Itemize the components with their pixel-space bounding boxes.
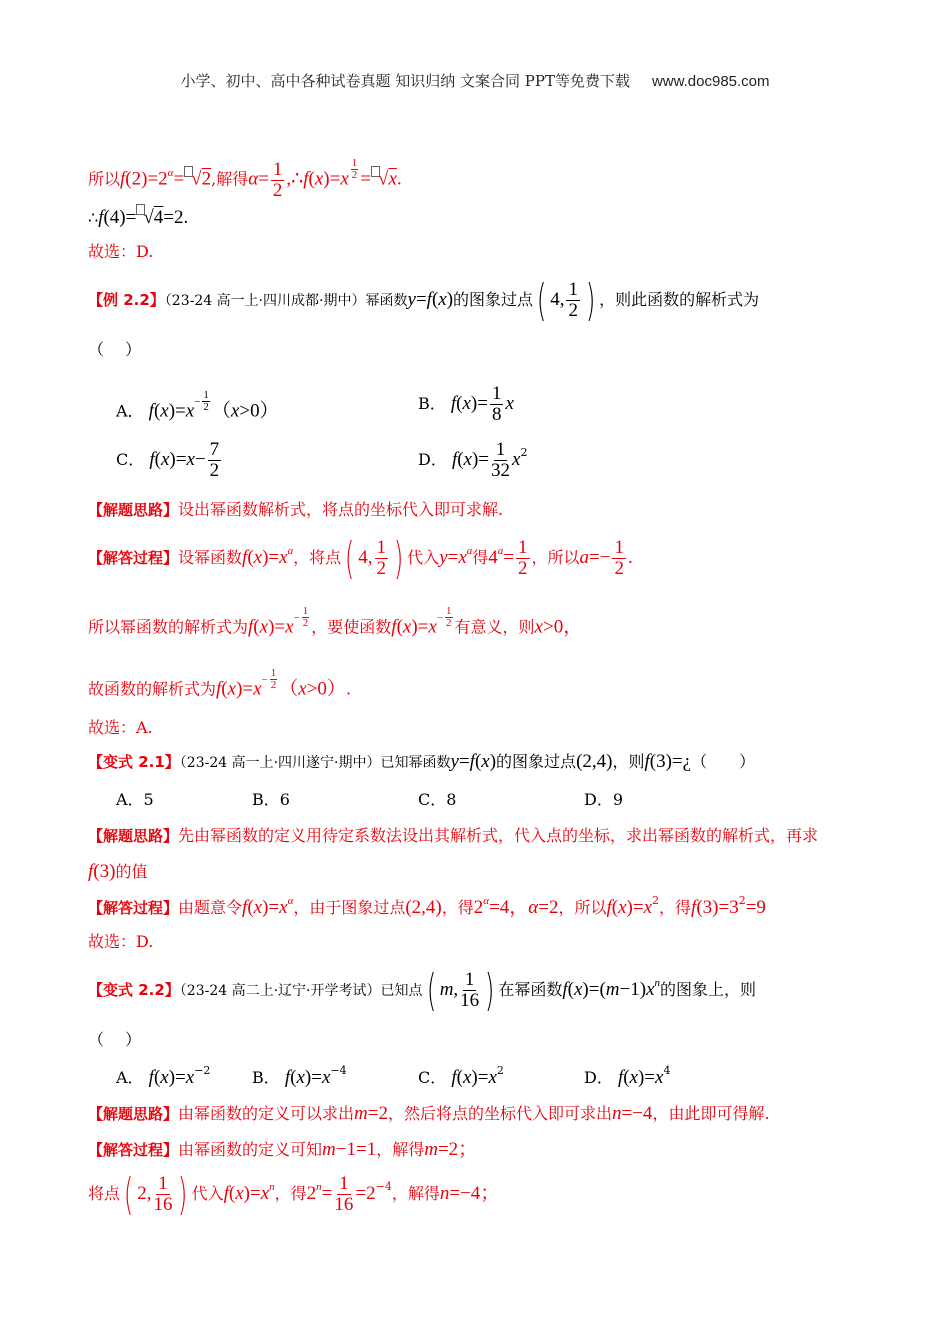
example-2-2-option-d[interactable]: D． f(x)= $\frac{1}{32}$ $x^2$ [418,439,528,481]
example-2-2-option-b[interactable]: B． f(x)= $\frac{1}{8}$ x [418,383,514,425]
solution-line-2: ∴f(4)= √4=2. [88,204,188,228]
variant-2-1-option-b[interactable]: B．6 [252,790,290,809]
variant-2-2-process-1: 【解答过程】由幂函数的定义可知m−1=1，解得m=2； [88,1139,478,1160]
example-2-2-process-2: 所以幂函数的解析式为$f(x)=x^{- \frac{1}{2}}$ ，要使函数$f(x)=x^{- \frac{1}{2}}$ 有意义，则x>0， [88,605,583,638]
variant-2-2-option-c[interactable]: C． $f(x)=x^2$ [418,1064,504,1088]
variant-2-1-option-d[interactable]: D．9 [584,790,624,809]
variant-2-2-option-d[interactable]: D． $f(x)=x^4$ [584,1064,671,1088]
example-2-2-process-3: 故函数的解析式为$f(x)=x^{- \frac{1}{2}}$ （x>0）. [88,667,352,700]
answer-3: 故选：D. [88,932,154,951]
example-2-2-process-1: 【解答过程】设幂函数$f(x)=x^a$，将点( 4, $\frac{1}{2}$ ) 代入$y=x^a$得$4^a=$ $\frac{1}{2}$ ，所以a=− $\frac{1}{2}$ . [88,532,633,584]
header-text: 小学、初中、高中各种试卷真题 知识归纳 文案合同 PPT等免费下载 [180,72,630,90]
header-url[interactable]: www.doc985.com [651,73,770,90]
variant-2-2-option-b[interactable]: B． $f(x)=x^{-4}$ [252,1064,347,1088]
variant-2-2-paren: （ ） [88,1030,142,1049]
example-2-2-option-a[interactable]: A． $f(x)=x^{- \frac{1}{2}}$ （x>0） [116,389,279,422]
variant-2-2-process-2: 将点( 2, $\frac{1}{16}$ ) 代入$f(x)=x^n$，得$2^n=$ $\frac{1}{16}$ $=2^{-4}$，解得n=−4； [88,1168,500,1220]
page-header [0,70,950,91]
variant-2-1-think-1: 【解题思路】先由幂函数的定义用待定系数法设出其解析式，代入点的坐标，求出幂函数的解析式，再求 [88,826,819,845]
example-2-2-option-c[interactable]: C． f(x)=x− $\frac{7}{2}$ [116,439,220,481]
example-2-2-paren: （ ） [88,340,142,359]
variant-2-1-option-a[interactable]: A．5 [116,790,154,809]
solution-line-1: 所以$f(2)=2^\alpha= √2$,解得α= $\frac{1}{2}$ ,∴f(x)=x $^{\frac{1}{2}}$ = √x. [88,157,402,201]
variant-2-2-option-a[interactable]: A． $f(x)=x^{-2}$ [116,1064,211,1088]
variant-2-2-think: 【解题思路】由幂函数的定义可以求出m=2，然后将点的坐标代入即可求出n=−4，由此即可得解. [88,1103,770,1124]
example-2-2-question: 【例 2.2】（23-24 高一上·四川成都·期中）幂函数y=f(x)的图象过点( 4, $\frac{1}{2}$ ) ，则此函数的解析式为 [88,274,760,326]
answer-1: 故选：D. [88,242,154,261]
variant-2-1-option-c[interactable]: C．8 [418,790,457,809]
variant-2-1-process: 【解答过程】由题意令$f(x)=x^\alpha$，由于图象过点(2,4)，得$2^\alpha=4$，α=2，所以$f(x)=x^2$，得$f(3)=3^2=9$ [88,894,766,918]
answer-2: 故选：A. [88,718,153,737]
example-2-2-think: 【解题思路】设出幂函数解析式，将点的坐标代入即可求解. [88,500,504,519]
variant-2-1-think-2: f(3)的值 [88,861,148,882]
variant-2-1-question: 【变式 2.1】（23-24 高一上·四川遂宁·期中）已知幂函数y=f(x)的图象过点(2,4)，则f(3)=¿（ ） [88,751,756,772]
variant-2-2-question: 【变式 2.2】（23-24 高二上·辽宁·开学考试）已知点( m, $\frac{1}{16}$ ) 在幂函数$f(x)=(m-1)x^n$的图象上，则 [88,964,757,1016]
